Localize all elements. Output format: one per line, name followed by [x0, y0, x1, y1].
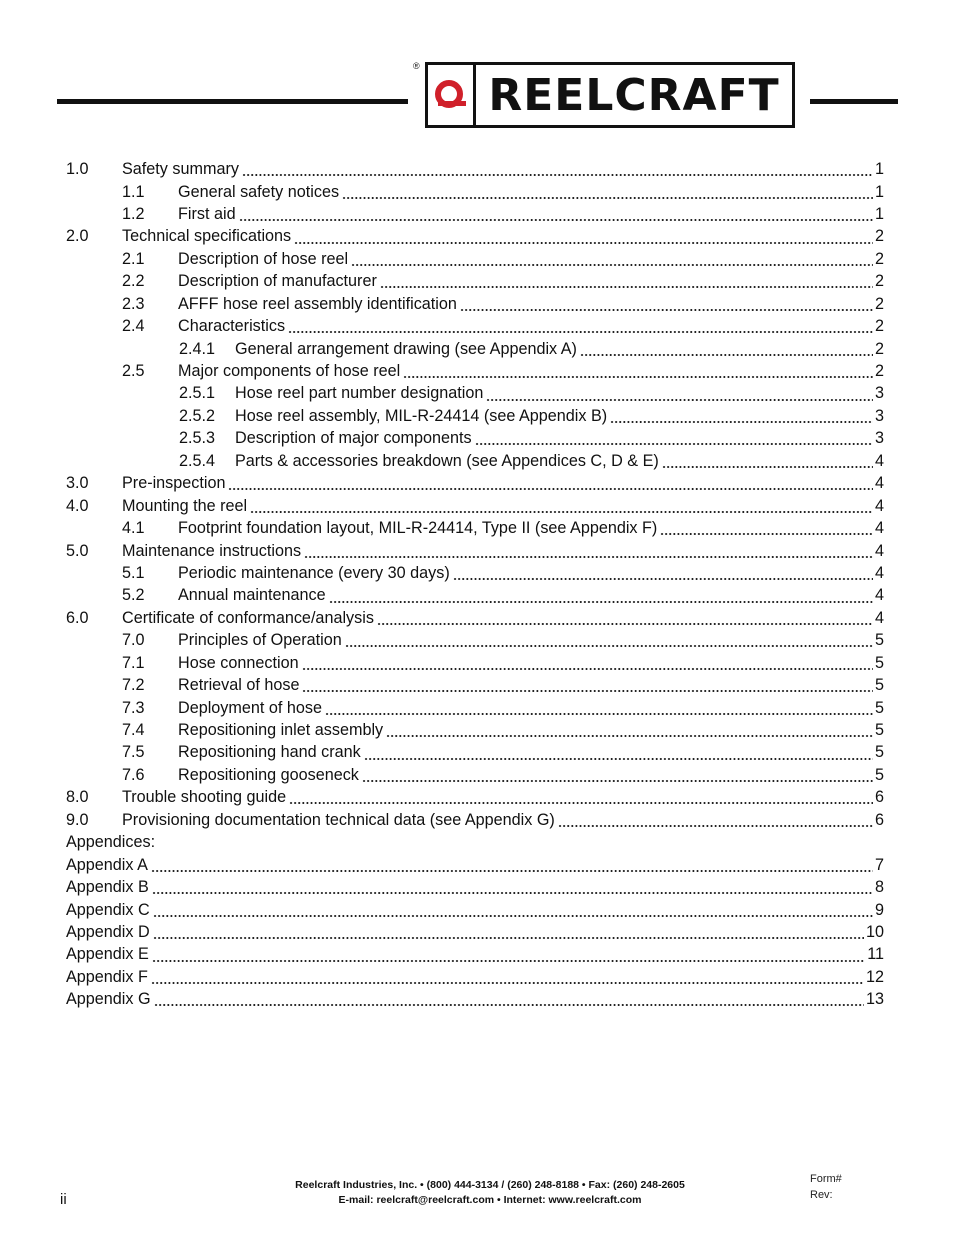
toc-entry-title: Appendices:	[66, 833, 156, 852]
toc-entry-page: 2	[874, 227, 884, 246]
toc-entry-title: Appendix F	[66, 967, 148, 986]
toc-entry-number: 7.1	[122, 653, 145, 672]
toc-entry	[66, 450, 884, 472]
footer-company-line: Reelcraft Industries, Inc. • (800) 444-3134 / (260) 248-8188 • Fax: (260) 248-2605	[295, 1179, 685, 1191]
toc-entry	[66, 180, 884, 202]
toc-leader-dots	[386, 722, 873, 738]
toc-entry	[66, 943, 884, 965]
toc-entry-number: 1.0	[66, 160, 89, 179]
toc-entry-number: 5.2	[122, 586, 145, 605]
toc-entry	[66, 697, 884, 719]
toc-entry-number: 6.0	[66, 608, 89, 627]
toc-entry-page: 2	[874, 362, 884, 381]
toc-entry-page: 1	[874, 160, 884, 179]
toc-entry-title: Hose reel part number designation	[235, 384, 484, 403]
toc-entry-title: Characteristics	[178, 317, 286, 336]
toc-entry-page: 13	[865, 990, 884, 1009]
toc-leader-dots	[152, 879, 873, 895]
toc-entry	[66, 293, 884, 315]
toc-entry-title: Repositioning inlet assembly	[178, 721, 384, 740]
toc-entry	[66, 225, 884, 247]
toc-entry-page: 5	[874, 653, 884, 672]
toc-leader-dots	[662, 453, 873, 469]
toc-entry-number: 1.1	[122, 182, 145, 201]
toc-leader-dots	[294, 229, 873, 245]
toc-entry-page: 3	[874, 429, 884, 448]
toc-entry-title: Maintenance instructions	[122, 541, 302, 560]
logo-q-mark-icon	[428, 65, 476, 125]
rev-label: Rev:	[810, 1189, 833, 1201]
toc-entry-title: Hose connection	[178, 653, 299, 672]
header-rule-left	[57, 99, 408, 104]
toc-entry-page: 2	[874, 317, 884, 336]
toc-entry-page: 2	[874, 272, 884, 291]
toc-entry-number: 7.4	[122, 721, 145, 740]
toc-entry	[66, 360, 884, 382]
toc-entry-number: 1.2	[122, 204, 145, 223]
toc-entry-page: 2	[874, 249, 884, 268]
toc-leader-dots	[250, 498, 873, 514]
toc-leader-dots	[486, 386, 873, 402]
toc-leader-dots	[152, 947, 865, 963]
toc-entry-page: 9	[874, 900, 884, 919]
toc-entry	[66, 988, 884, 1010]
toc-entry	[66, 764, 884, 786]
toc-entry-page: 3	[874, 384, 884, 403]
toc-leader-dots	[351, 251, 873, 267]
toc-entry	[66, 405, 884, 427]
toc-entry-title: Repositioning hand crank	[178, 743, 361, 762]
toc-entry-page: 5	[874, 765, 884, 784]
toc-entry-number: 5.1	[122, 563, 145, 582]
toc-leader-dots	[377, 610, 873, 626]
toc-entry	[66, 629, 884, 651]
toc-leader-dots	[288, 318, 873, 334]
toc-entry-page: 4	[874, 474, 884, 493]
toc-entry-title: Principles of Operation	[178, 631, 342, 650]
toc-entry-title: Appendix E	[66, 945, 149, 964]
logo-wordmark: REELCRAFT	[488, 70, 780, 121]
toc-leader-dots	[325, 700, 873, 716]
toc-entry-title: First aid	[178, 204, 236, 223]
toc-entry-page: 4	[874, 608, 884, 627]
toc-entry	[66, 854, 884, 876]
toc-entry-page: 1	[874, 204, 884, 223]
toc-entry-number: 2.2	[122, 272, 145, 291]
toc-entry-page: 6	[874, 810, 884, 829]
toc-entry	[66, 831, 884, 853]
toc-leader-dots	[460, 296, 873, 312]
toc-leader-dots	[345, 632, 873, 648]
toc-entry	[66, 786, 884, 808]
footer-contact-line: E-mail: reelcraft@reelcraft.com • Internet: www.reelcraft.com	[338, 1194, 642, 1206]
toc-entry-number: 2.4	[122, 317, 145, 336]
toc-entry-page: 5	[874, 631, 884, 650]
toc-leader-dots	[304, 543, 873, 559]
toc-entry-number: 2.0	[66, 227, 89, 246]
toc-leader-dots	[302, 677, 873, 693]
toc-entry-number: 7.2	[122, 676, 145, 695]
toc-entry-number: 5.0	[66, 541, 89, 560]
toc-entry-title: Periodic maintenance (every 30 days)	[178, 563, 450, 582]
toc-leader-dots	[242, 161, 873, 177]
toc-entry-number: 7.0	[122, 631, 145, 650]
toc-leader-dots	[289, 789, 873, 805]
footer-form-info	[810, 1171, 842, 1203]
toc-entry	[66, 876, 884, 898]
toc-entry-number: 2.5.3	[179, 429, 216, 448]
toc-entry-number: 2.4.1	[179, 339, 216, 358]
table-of-contents	[66, 158, 884, 1011]
toc-entry	[66, 338, 884, 360]
toc-entry	[66, 203, 884, 225]
toc-entry	[66, 809, 884, 831]
toc-entry-number: 2.5.4	[179, 451, 216, 470]
toc-entry	[66, 472, 884, 494]
toc-entry-title: Appendix G	[66, 990, 151, 1009]
toc-entry	[66, 382, 884, 404]
toc-entry-page: 10	[865, 922, 884, 941]
toc-entry-title: Appendix B	[66, 878, 149, 897]
toc-entry-page: 5	[874, 676, 884, 695]
toc-entry-page: 4	[874, 519, 884, 538]
toc-leader-dots	[153, 902, 873, 918]
toc-entry	[66, 674, 884, 696]
toc-entry-number: 7.6	[122, 765, 145, 784]
toc-entry	[66, 898, 884, 920]
toc-entry-number: 8.0	[66, 788, 89, 807]
toc-entry-title: Repositioning gooseneck	[178, 765, 359, 784]
toc-leader-dots	[580, 341, 873, 357]
toc-entry	[66, 270, 884, 292]
toc-leader-dots	[151, 857, 873, 873]
toc-leader-dots	[362, 767, 873, 783]
toc-entry	[66, 158, 884, 180]
toc-leader-dots	[380, 273, 873, 289]
toc-entry-number: 2.3	[122, 294, 145, 313]
toc-entry-title: Appendix C	[66, 900, 150, 919]
toc-entry-page: 4	[874, 496, 884, 515]
toc-entry-page: 7	[874, 855, 884, 874]
toc-entry	[66, 427, 884, 449]
toc-entry	[66, 248, 884, 270]
toc-entry-title: Mounting the reel	[122, 496, 248, 515]
toc-entry-number: 7.3	[122, 698, 145, 717]
toc-entry-number: 3.0	[66, 474, 89, 493]
toc-entry-title: AFFF hose reel assembly identification	[178, 294, 457, 313]
toc-entry-title: Provisioning documentation technical data (see Appendix G)	[122, 810, 555, 829]
toc-entry-title: Description of hose reel	[178, 249, 349, 268]
toc-leader-dots	[154, 991, 864, 1007]
toc-entry-title: Safety summary	[122, 160, 239, 179]
toc-entry-title: Certificate of conformance/analysis	[122, 608, 374, 627]
toc-entry-page: 11	[867, 945, 884, 964]
toc-leader-dots	[239, 206, 873, 222]
page-number: ii	[60, 1191, 67, 1208]
toc-entry-number: 7.5	[122, 743, 145, 762]
toc-entry-page: 8	[874, 878, 884, 897]
toc-entry-number: 4.0	[66, 496, 89, 515]
toc-leader-dots	[610, 408, 873, 424]
toc-entry-title: Appendix D	[66, 922, 150, 941]
header-rule-right	[810, 99, 898, 104]
toc-entry-title: Description of manufacturer	[178, 272, 377, 291]
toc-entry	[66, 966, 884, 988]
toc-entry-number: 9.0	[66, 810, 89, 829]
toc-entry	[66, 539, 884, 561]
toc-entry-page: 2	[874, 294, 884, 313]
toc-entry-page: 6	[874, 788, 884, 807]
toc-entry-title: Annual maintenance	[178, 586, 326, 605]
toc-entry-number: 4.1	[122, 519, 145, 538]
toc-leader-dots	[364, 745, 873, 761]
toc-entry	[66, 315, 884, 337]
toc-entry-page: 5	[874, 743, 884, 762]
toc-leader-dots	[153, 924, 864, 940]
toc-entry-page: 4	[874, 586, 884, 605]
toc-leader-dots	[228, 475, 873, 491]
toc-entry-title: Hose reel assembly, MIL-R-24414 (see Appendix B)	[235, 406, 608, 425]
toc-entry-title: General safety notices	[178, 182, 340, 201]
toc-entry-title: Footprint foundation layout, MIL-R-24414, Type II (see Appendix F)	[178, 519, 658, 538]
toc-entry-title: General arrangement drawing (see Appendix A)	[235, 339, 577, 358]
toc-entry-page: 4	[874, 451, 884, 470]
toc-entry-title: Appendix A	[66, 855, 148, 874]
toc-entry-number: 2.5	[122, 362, 145, 381]
footer-contact	[250, 1178, 730, 1208]
toc-entry-title: Deployment of hose	[178, 698, 322, 717]
toc-entry-page: 4	[874, 563, 884, 582]
toc-entry-number: 2.5.1	[179, 384, 216, 403]
toc-leader-dots	[302, 655, 873, 671]
reelcraft-logo	[425, 62, 795, 128]
toc-entry	[66, 719, 884, 741]
toc-entry	[66, 517, 884, 539]
toc-entry-page: 5	[874, 721, 884, 740]
toc-entry-page: 12	[865, 967, 884, 986]
toc-entry-title: Pre-inspection	[122, 474, 226, 493]
toc-entry	[66, 607, 884, 629]
toc-leader-dots	[475, 430, 873, 446]
toc-entry-title: Technical specifications	[122, 227, 292, 246]
toc-entry	[66, 584, 884, 606]
toc-entry-page: 2	[874, 339, 884, 358]
toc-leader-dots	[329, 588, 873, 604]
registered-mark: ®	[413, 61, 420, 71]
toc-leader-dots	[342, 184, 873, 200]
toc-entry-page: 1	[874, 182, 884, 201]
toc-entry-title: Description of major components	[235, 429, 472, 448]
toc-entry-title: Major components of hose reel	[178, 362, 401, 381]
form-label: Form#	[810, 1173, 842, 1185]
toc-leader-dots	[660, 520, 873, 536]
toc-entry	[66, 495, 884, 517]
toc-entry-title: Retrieval of hose	[178, 676, 300, 695]
toc-entry-page: 3	[874, 406, 884, 425]
toc-entry	[66, 921, 884, 943]
toc-leader-dots	[558, 812, 873, 828]
toc-entry	[66, 652, 884, 674]
toc-entry-number: 2.1	[122, 249, 145, 268]
toc-leader-dots	[403, 363, 873, 379]
toc-entry-title: Trouble shooting guide	[122, 788, 287, 807]
toc-entry-title: Parts & accessories breakdown (see Appendices C, D & E)	[235, 451, 659, 470]
toc-entry	[66, 741, 884, 763]
toc-leader-dots	[453, 565, 873, 581]
toc-entry-page: 4	[874, 541, 884, 560]
toc-entry	[66, 562, 884, 584]
toc-leader-dots	[151, 969, 864, 985]
toc-entry-number: 2.5.2	[179, 406, 216, 425]
toc-entry-page: 5	[874, 698, 884, 717]
